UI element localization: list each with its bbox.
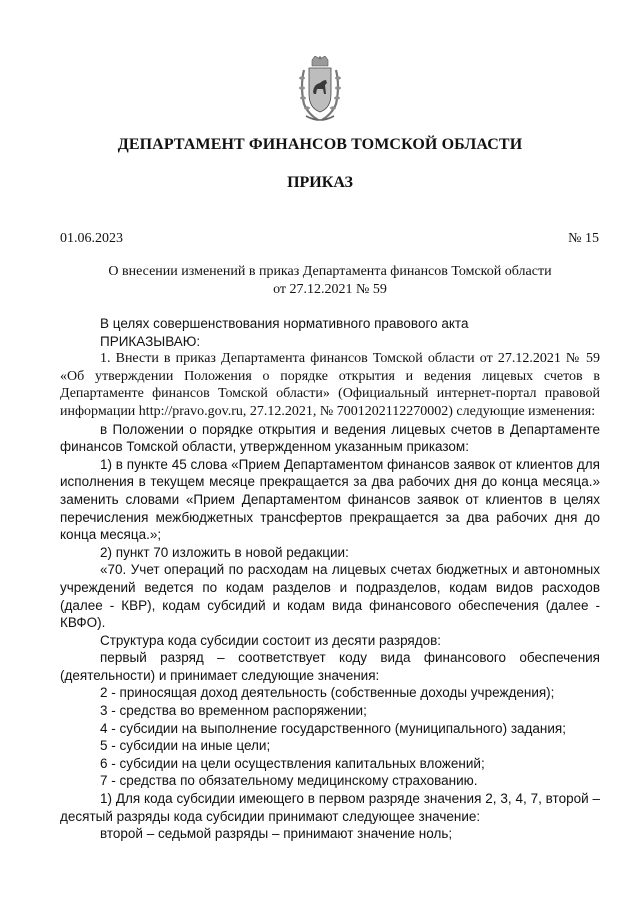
body-paragraph: Структура кода субсидии состоит из десяти разрядов:: [100, 632, 442, 648]
document-subject: [60, 263, 600, 299]
coat-of-arms-icon: [298, 56, 342, 126]
subject-line: от 27.12.2021 № 59: [273, 282, 387, 297]
body-paragraph: первый разряд – соответствует коду вида финансового обеспечения (деятельности) и принимает следующие значения:: [60, 650, 600, 683]
body-paragraph: 4 - субсидии на выполнение государственного (муниципального) задания;: [100, 720, 566, 736]
body-paragraph: в Положении о порядке открытия и ведения лицевых счетов в Департаменте финансов Томской области, утвержденном указанным приказом:: [60, 421, 600, 455]
body-paragraph: 7 - средства по обязательному медицинскому страхованию.: [100, 773, 478, 789]
body-paragraph: В целях совершенствования нормативного правового акта: [100, 316, 469, 331]
subject-line: О внесении изменений в приказ Департамента финансов Томской области: [108, 264, 552, 279]
document-number: № 15: [568, 231, 599, 246]
tomsk-emblem-icon: [298, 56, 342, 126]
body-paragraph: второй – седьмой разряды – принимают значение ноль;: [100, 826, 453, 842]
body-paragraph: ПРИКАЗЫВАЮ:: [100, 333, 201, 349]
department-title: ДЕПАРТАМЕНТ ФИНАНСОВ ТОМСКОЙ ОБЛАСТИ: [117, 136, 523, 153]
body-paragraph: 5 - субсидии на иные цели;: [100, 738, 271, 754]
body-paragraph: 3 - средства во временном распоряжении;: [100, 703, 367, 719]
body-paragraph: 1) Для кода субсидии имеющего в первом разряде значения 2, 3, 4, 7, второй – десятый разряды кода субсидии принимают следующее значение:: [60, 791, 600, 824]
body-paragraph: 1. Внести в приказ Департамента финансов Томской области от 27.12.2021 № 59 «Об утверждении Положения о порядке открытия и ведения лицевых счетов в Департаменте финансов Томской области» (Официальный интернет-портал правовой информации http://pravo.gov.ru, 27.12.2021, № 7001202112270002) следующие изменения:: [60, 351, 600, 419]
body-paragraph: 1) в пункте 45 слова «Прием Департаментом финансов заявок от клиентов для исполнения в текущем месяце прекращается за два рабочих дня до конца месяца.» заменить словами «Прием Департаментом финансов заявок от клиентов в целях перечисления межбюджетных трансфертов прекращается за два рабочих дня до конца месяца.»;: [60, 456, 600, 543]
body-paragraph: 2 - приносящая доход деятельность (собственные доходы учреждения);: [100, 685, 555, 701]
body-paragraph: 2) пункт 70 изложить в новой редакции:: [100, 544, 349, 560]
body-paragraph: «70. Учет операций по расходам на лицевых счетах бюджетных и автономных учреждений ведется по кодам разделов и подразделов, кодам видов расходов (далее - КВР), кодам субсидий и кодам вида финансового обеспечения (далее - КВФО).: [60, 562, 600, 631]
body-paragraph: 6 - субсидии на цели осуществления капитальных вложений;: [100, 755, 485, 771]
document-body: [60, 315, 600, 843]
document-date: 01.06.2023: [60, 231, 123, 246]
document-type: ПРИКАЗ: [287, 174, 353, 191]
